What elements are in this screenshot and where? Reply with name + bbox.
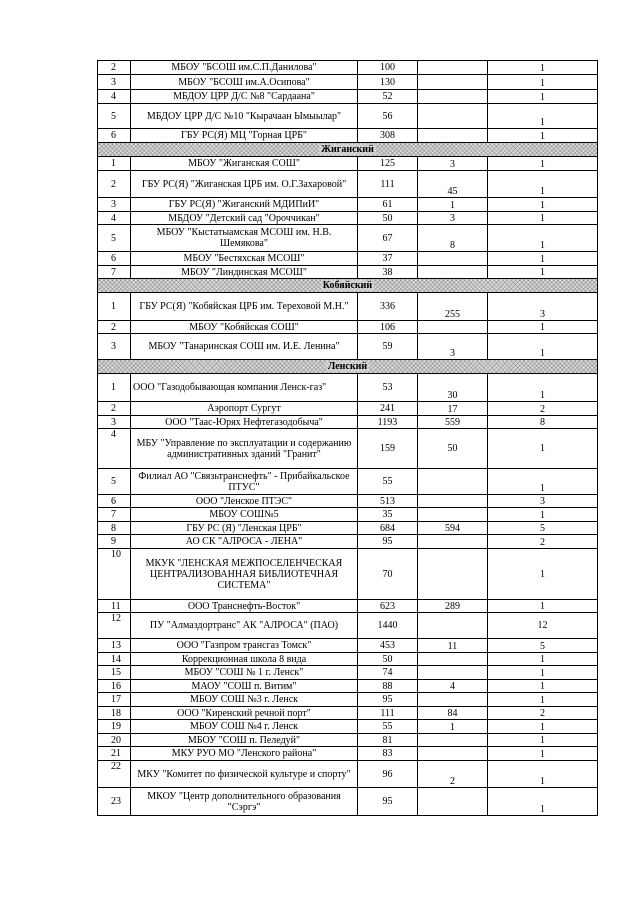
- value-1: 125: [358, 157, 418, 171]
- section-header: [98, 360, 598, 374]
- value-1: 96: [358, 761, 418, 788]
- table-row: [98, 75, 598, 90]
- organization-name: ГБУ РС(Я) МЦ "Горная ЦРБ": [131, 129, 358, 143]
- value-2: 1: [418, 720, 488, 734]
- value-2: [418, 747, 488, 761]
- value-1: 70: [358, 549, 418, 600]
- value-2: 17: [418, 402, 488, 416]
- organization-name: АО СК "АЛРОСА - ЛЕНА": [131, 535, 358, 549]
- value-1: 83: [358, 747, 418, 761]
- value-2: 1: [418, 198, 488, 212]
- value-3: 1: [488, 198, 598, 212]
- table-row: [98, 613, 598, 639]
- section-title: Жиганский: [321, 144, 374, 155]
- row-number: 8: [98, 522, 131, 535]
- organization-name: ООО Транснефть-Восток": [131, 600, 358, 613]
- value-3: 5: [488, 639, 598, 653]
- organization-name: МБОУ СОШ №4 г. Ленск: [131, 720, 358, 734]
- value-2: 2: [418, 761, 488, 788]
- organization-name: ГБУ РС (Я) "Ленская ЦРБ": [131, 522, 358, 535]
- value-2: 3: [418, 212, 488, 225]
- row-number: 6: [98, 495, 131, 508]
- value-2: 84: [418, 707, 488, 720]
- value-3: 1: [488, 374, 598, 402]
- row-number: 22: [98, 761, 131, 788]
- organization-name: МАОУ "СОШ п. Витим": [131, 680, 358, 693]
- value-2: [418, 653, 488, 666]
- table-row: [98, 707, 598, 720]
- value-2: 30: [418, 374, 488, 402]
- table-row: [98, 747, 598, 761]
- value-2: [418, 104, 488, 129]
- value-2: 559: [418, 416, 488, 429]
- value-3: 1: [488, 321, 598, 334]
- row-number: 13: [98, 639, 131, 653]
- organization-name: Филиал АО "Связьтранснефть" - Прибайкальское ПТУС": [131, 469, 358, 495]
- row-number: 23: [98, 788, 131, 816]
- value-1: 81: [358, 734, 418, 747]
- value-1: 513: [358, 495, 418, 508]
- table-row: [98, 129, 598, 143]
- value-1: 100: [358, 61, 418, 75]
- value-1: 453: [358, 639, 418, 653]
- table-row: [98, 171, 598, 198]
- table-row: [98, 334, 598, 360]
- value-3: 1: [488, 693, 598, 707]
- value-1: 241: [358, 402, 418, 416]
- value-3: 1: [488, 252, 598, 266]
- organization-name: МБОУ "СОШ № 1 г. Ленск": [131, 666, 358, 680]
- row-number: 21: [98, 747, 131, 761]
- row-number: 6: [98, 129, 131, 143]
- section-title: Ленский: [327, 361, 368, 372]
- value-1: 37: [358, 252, 418, 266]
- value-3: 1: [488, 761, 598, 788]
- table-row: [98, 639, 598, 653]
- organization-name: МКУК "ЛЕНСКАЯ МЕЖПОСЕЛЕНЧЕСКАЯ ЦЕНТРАЛИЗОВАННАЯ БИБЛИОТЕЧНАЯ СИСТЕМА": [131, 549, 358, 600]
- value-1: 95: [358, 788, 418, 816]
- row-number: 3: [98, 334, 131, 360]
- row-number: 5: [98, 104, 131, 129]
- value-2: [418, 90, 488, 104]
- value-2: 50: [418, 429, 488, 469]
- value-1: 56: [358, 104, 418, 129]
- organization-name: ООО "Газпром трансгаз Томск": [131, 639, 358, 653]
- value-3: 12: [488, 613, 598, 639]
- organization-name: ООО "Киренский речной порт": [131, 707, 358, 720]
- table-row: [98, 157, 598, 171]
- table-row: [98, 266, 598, 279]
- value-2: 11: [418, 639, 488, 653]
- value-3: 1: [488, 788, 598, 816]
- row-number: 12: [98, 613, 131, 639]
- table-row: [98, 212, 598, 225]
- value-2: [418, 666, 488, 680]
- value-1: 130: [358, 75, 418, 90]
- organization-name: МБОУ "Кобяйская СОШ": [131, 321, 358, 334]
- data-table: [97, 60, 598, 816]
- section-title: Кобяйский: [322, 280, 373, 291]
- value-2: [418, 129, 488, 143]
- value-2: [418, 252, 488, 266]
- value-3: 1: [488, 75, 598, 90]
- organization-name: МБОУ "БСОШ им.С.П.Данилова": [131, 61, 358, 75]
- organization-name: МБДОУ ЦРР Д/С №8 "Сардаана": [131, 90, 358, 104]
- row-number: 6: [98, 252, 131, 266]
- organization-name: МКОУ "Центр дополнительного образования "Сэргэ": [131, 788, 358, 816]
- section-header: [98, 143, 598, 157]
- value-3: 1: [488, 734, 598, 747]
- table-row: [98, 252, 598, 266]
- value-1: 59: [358, 334, 418, 360]
- row-number: 2: [98, 171, 131, 198]
- row-number: 20: [98, 734, 131, 747]
- value-3: 1: [488, 266, 598, 279]
- section-header-row: [98, 143, 598, 157]
- row-number: 15: [98, 666, 131, 680]
- value-3: 1: [488, 508, 598, 522]
- row-number: 4: [98, 90, 131, 104]
- row-number: 5: [98, 469, 131, 495]
- value-2: 8: [418, 225, 488, 252]
- value-2: [418, 61, 488, 75]
- value-3: 1: [488, 212, 598, 225]
- section-header-row: [98, 279, 598, 293]
- value-1: 88: [358, 680, 418, 693]
- value-2: 594: [418, 522, 488, 535]
- table-row: [98, 535, 598, 549]
- row-number: 19: [98, 720, 131, 734]
- organization-name: МБОУ "СОШ п. Пеледуй": [131, 734, 358, 747]
- row-number: 14: [98, 653, 131, 666]
- organization-name: МБОУ СОШ№5: [131, 508, 358, 522]
- value-1: 74: [358, 666, 418, 680]
- value-2: 255: [418, 293, 488, 321]
- row-number: 1: [98, 157, 131, 171]
- organization-name: ПУ "Алмаздортранс" АК "АЛРОСА" (ПАО): [131, 613, 358, 639]
- value-2: 3: [418, 157, 488, 171]
- value-1: 50: [358, 212, 418, 225]
- value-3: 1: [488, 680, 598, 693]
- table-row: [98, 600, 598, 613]
- value-2: [418, 788, 488, 816]
- value-3: 1: [488, 429, 598, 469]
- organization-name: МБДОУ ЦРР Д/С №10 "Кырачаан Ымыылар": [131, 104, 358, 129]
- row-number: 11: [98, 600, 131, 613]
- organization-name: МБУ "Управление по эксплуатации и содержанию административных зданий "Гранит": [131, 429, 358, 469]
- row-number: 2: [98, 402, 131, 416]
- organization-name: МБОУ "Бестяхская МСОШ": [131, 252, 358, 266]
- row-number: 2: [98, 321, 131, 334]
- value-3: 2: [488, 402, 598, 416]
- section-header-row: [98, 360, 598, 374]
- table-row: [98, 225, 598, 252]
- organization-name: МКУ "Комитет по физической культуре и спорту": [131, 761, 358, 788]
- organization-name: ООО "Ленское ПТЭС": [131, 495, 358, 508]
- value-1: 95: [358, 693, 418, 707]
- row-number: 17: [98, 693, 131, 707]
- table-row: [98, 469, 598, 495]
- table-row: [98, 666, 598, 680]
- table-body: [98, 61, 598, 816]
- value-3: 1: [488, 549, 598, 600]
- table-row: [98, 549, 598, 600]
- organization-name: ГБУ РС(Я) "Жиганский МДИПиИ": [131, 198, 358, 212]
- row-number: 2: [98, 61, 131, 75]
- value-1: 38: [358, 266, 418, 279]
- value-1: 53: [358, 374, 418, 402]
- value-3: 1: [488, 129, 598, 143]
- value-1: 1193: [358, 416, 418, 429]
- value-2: 289: [418, 600, 488, 613]
- value-3: 1: [488, 469, 598, 495]
- table-row: [98, 495, 598, 508]
- value-3: 2: [488, 535, 598, 549]
- table-row: [98, 90, 598, 104]
- value-2: [418, 508, 488, 522]
- value-1: 111: [358, 707, 418, 720]
- table-row: [98, 761, 598, 788]
- value-3: 1: [488, 61, 598, 75]
- organization-name: ГБУ РС(Я) "Жиганская ЦРБ им. О.Г.Захаровой": [131, 171, 358, 198]
- value-2: [418, 613, 488, 639]
- organization-name: МКУ РУО МО "Ленского района": [131, 747, 358, 761]
- value-1: 55: [358, 469, 418, 495]
- table-row: [98, 402, 598, 416]
- table-row: [98, 788, 598, 816]
- table-row: [98, 374, 598, 402]
- row-number: 9: [98, 535, 131, 549]
- table-row: [98, 416, 598, 429]
- value-3: 1: [488, 104, 598, 129]
- value-2: [418, 495, 488, 508]
- value-3: 1: [488, 157, 598, 171]
- value-2: [418, 321, 488, 334]
- value-3: 1: [488, 600, 598, 613]
- table-row: [98, 720, 598, 734]
- value-1: 67: [358, 225, 418, 252]
- value-3: 1: [488, 747, 598, 761]
- value-1: 95: [358, 535, 418, 549]
- value-1: 52: [358, 90, 418, 104]
- organization-name: МБОУ "Танаринская СОШ им. И.Е. Ленина": [131, 334, 358, 360]
- table-row: [98, 693, 598, 707]
- organization-name: ООО "Таас-Юрях Нефтегазодобыча": [131, 416, 358, 429]
- organization-name: Коррекционная школа 8 вида: [131, 653, 358, 666]
- value-3: 8: [488, 416, 598, 429]
- organization-name: МБОУ "Линдинская МСОШ": [131, 266, 358, 279]
- table-row: [98, 734, 598, 747]
- value-1: 623: [358, 600, 418, 613]
- row-number: 3: [98, 416, 131, 429]
- table-row: [98, 321, 598, 334]
- value-2: [418, 75, 488, 90]
- row-number: 1: [98, 374, 131, 402]
- value-1: 159: [358, 429, 418, 469]
- table-row: [98, 429, 598, 469]
- row-number: 4: [98, 212, 131, 225]
- value-2: 3: [418, 334, 488, 360]
- value-1: 55: [358, 720, 418, 734]
- value-3: 1: [488, 334, 598, 360]
- row-number: 16: [98, 680, 131, 693]
- value-2: [418, 535, 488, 549]
- value-2: [418, 734, 488, 747]
- table-row: [98, 653, 598, 666]
- table-row: [98, 61, 598, 75]
- value-2: [418, 469, 488, 495]
- organization-name: МБОУ "Кыстатыамская МСОШ им. Н.В. Шемякова": [131, 225, 358, 252]
- value-3: 3: [488, 293, 598, 321]
- value-1: 684: [358, 522, 418, 535]
- row-number: 4: [98, 429, 131, 469]
- value-3: 2: [488, 707, 598, 720]
- value-3: 1: [488, 653, 598, 666]
- row-number: 3: [98, 198, 131, 212]
- value-1: 50: [358, 653, 418, 666]
- value-2: [418, 549, 488, 600]
- row-number: 5: [98, 225, 131, 252]
- value-3: 3: [488, 495, 598, 508]
- value-3: 5: [488, 522, 598, 535]
- value-2: 45: [418, 171, 488, 198]
- organization-name: МБОУ "БСОШ им.А.Осипова": [131, 75, 358, 90]
- value-1: 106: [358, 321, 418, 334]
- table-row: [98, 522, 598, 535]
- table-row: [98, 198, 598, 212]
- value-2: [418, 693, 488, 707]
- organization-name: МБДОУ "Детский сад "Ороччикан": [131, 212, 358, 225]
- row-number: 7: [98, 508, 131, 522]
- table-row: [98, 680, 598, 693]
- row-number: 10: [98, 549, 131, 600]
- value-1: 1440: [358, 613, 418, 639]
- table-row: [98, 508, 598, 522]
- value-3: 1: [488, 666, 598, 680]
- value-1: 336: [358, 293, 418, 321]
- value-2: [418, 266, 488, 279]
- section-header: [98, 279, 598, 293]
- organization-name: МБОУ "Жиганская СОШ": [131, 157, 358, 171]
- value-3: 1: [488, 225, 598, 252]
- organization-name: ГБУ РС(Я) "Кобяйская ЦРБ им. Тереховой М.Н.": [131, 293, 358, 321]
- table-row: [98, 104, 598, 129]
- table-row: [98, 293, 598, 321]
- row-number: 3: [98, 75, 131, 90]
- organization-name: ООО "Газодобывающая компания Ленск-газ": [131, 374, 358, 402]
- value-3: 1: [488, 720, 598, 734]
- row-number: 18: [98, 707, 131, 720]
- row-number: 1: [98, 293, 131, 321]
- organization-name: МБОУ СОШ №3 г. Ленск: [131, 693, 358, 707]
- row-number: 7: [98, 266, 131, 279]
- value-1: 61: [358, 198, 418, 212]
- value-2: 4: [418, 680, 488, 693]
- value-3: 1: [488, 171, 598, 198]
- value-3: 1: [488, 90, 598, 104]
- value-1: 308: [358, 129, 418, 143]
- organization-name: Аэропорт Сургут: [131, 402, 358, 416]
- value-1: 111: [358, 171, 418, 198]
- value-1: 35: [358, 508, 418, 522]
